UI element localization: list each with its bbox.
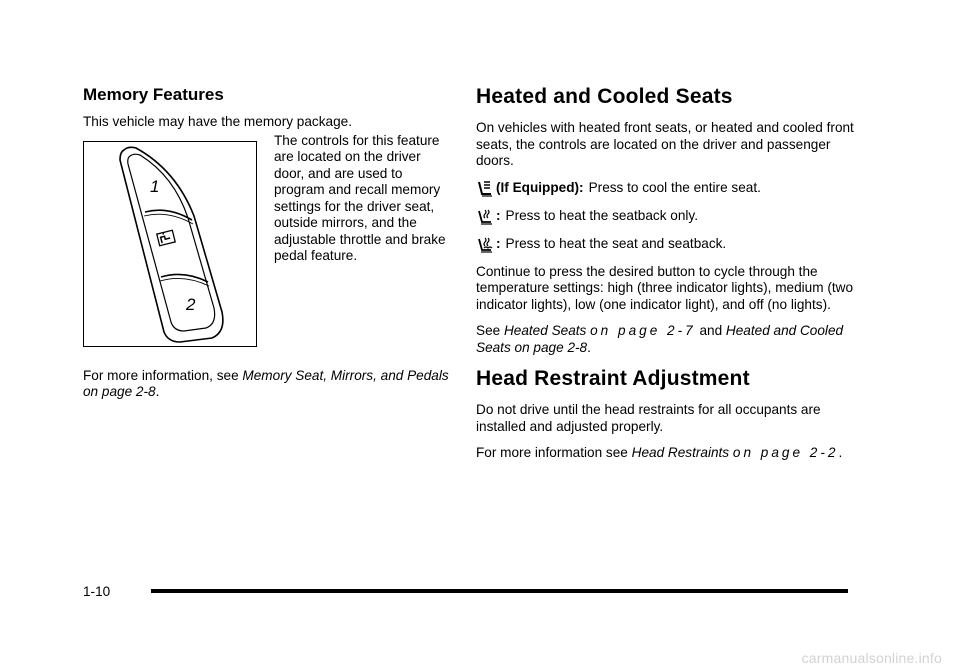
head-more-suffix: .	[838, 445, 843, 460]
heated-see-prefix: See	[476, 323, 504, 338]
memory-more-info	[83, 368, 455, 401]
memory-more-prefix: For more information, see	[83, 367, 243, 383]
heated-see-suffix: .	[587, 339, 591, 355]
footer-rule	[151, 589, 848, 593]
heated-seatback-label: :	[496, 208, 501, 224]
heated-seatback-icon	[476, 208, 494, 226]
heated-seat-label: :	[496, 236, 501, 252]
memory-more-suffix: .	[155, 384, 160, 399]
head-restraint-more	[476, 445, 856, 462]
heated-cooled-seats-heading: Heated and Cooled Seats	[476, 85, 733, 108]
cooled-seat-text: Press to cool the entire seat.	[588, 180, 761, 196]
memory-figure-caption: The controls for this feature are located on the driver door, and are used to program and recall memory settings for the driver seat, outside mirrors, and the adjustable throttle and brake pedal feature.	[274, 132, 446, 263]
button-1-label: 1	[150, 176, 160, 196]
watermark: carmanualsonline.info	[801, 650, 942, 666]
heated-see-also	[476, 323, 856, 356]
heated-intro: On vehicles with heated front seats, or heated and cooled front seats, the controls are located on the driver and passenger doors.	[476, 120, 854, 168]
head-restraint-heading: Head Restraint Adjustment	[476, 367, 750, 390]
heated-seatback-item	[476, 208, 856, 226]
seat-set-icon	[157, 230, 175, 246]
heated-seats-link-page[interactable]: on page 2-7	[590, 323, 696, 338]
page-number: 1-10	[83, 584, 111, 599]
left-column	[83, 84, 455, 411]
button-2-label: 2	[186, 294, 196, 314]
memory-features-heading: Memory Features	[83, 85, 224, 104]
cooled-seat-label: (If Equipped):	[496, 180, 584, 196]
heated-seat-item	[476, 236, 856, 254]
head-restraints-link[interactable]: Head Restraints	[631, 445, 730, 460]
heated-cycle-text: Continue to press the desired button to cycle through the temperature settings: high (three indicator lights), medium (two indicator lights), low (one indicator light), and off (no lights).	[476, 263, 854, 312]
cooled-seat-item	[476, 180, 856, 198]
right-column	[476, 84, 856, 472]
head-restraint-text: Do not drive until the head restraints for all occupants are installed and adjusted properly.	[476, 402, 821, 434]
heated-seat-icon	[476, 236, 494, 254]
head-restraints-link-page[interactable]: on page 2-2	[732, 445, 839, 460]
head-more-prefix: For more information see	[476, 445, 632, 460]
memory-seat-link[interactable]: Memory Seat, Mirrors, and Pedals on page 2-8	[83, 367, 449, 399]
heated-see-and: and	[695, 323, 726, 338]
heated-seatback-text: Press to heat the seatback only.	[505, 208, 698, 224]
memory-figure-area	[83, 132, 455, 351]
memory-controls-figure	[83, 141, 257, 347]
memory-intro: This vehicle may have the memory package.	[83, 114, 352, 129]
heated-cooled-seats-link[interactable]: Heated and Cooled Seats on page 2-8	[476, 323, 844, 355]
heated-seats-link[interactable]: Heated Seats	[503, 323, 587, 338]
cooled-seat-icon	[476, 180, 494, 198]
memory-seat-buttons-illustration	[84, 142, 256, 346]
heated-seat-text: Press to heat the seat and seatback.	[505, 236, 727, 252]
